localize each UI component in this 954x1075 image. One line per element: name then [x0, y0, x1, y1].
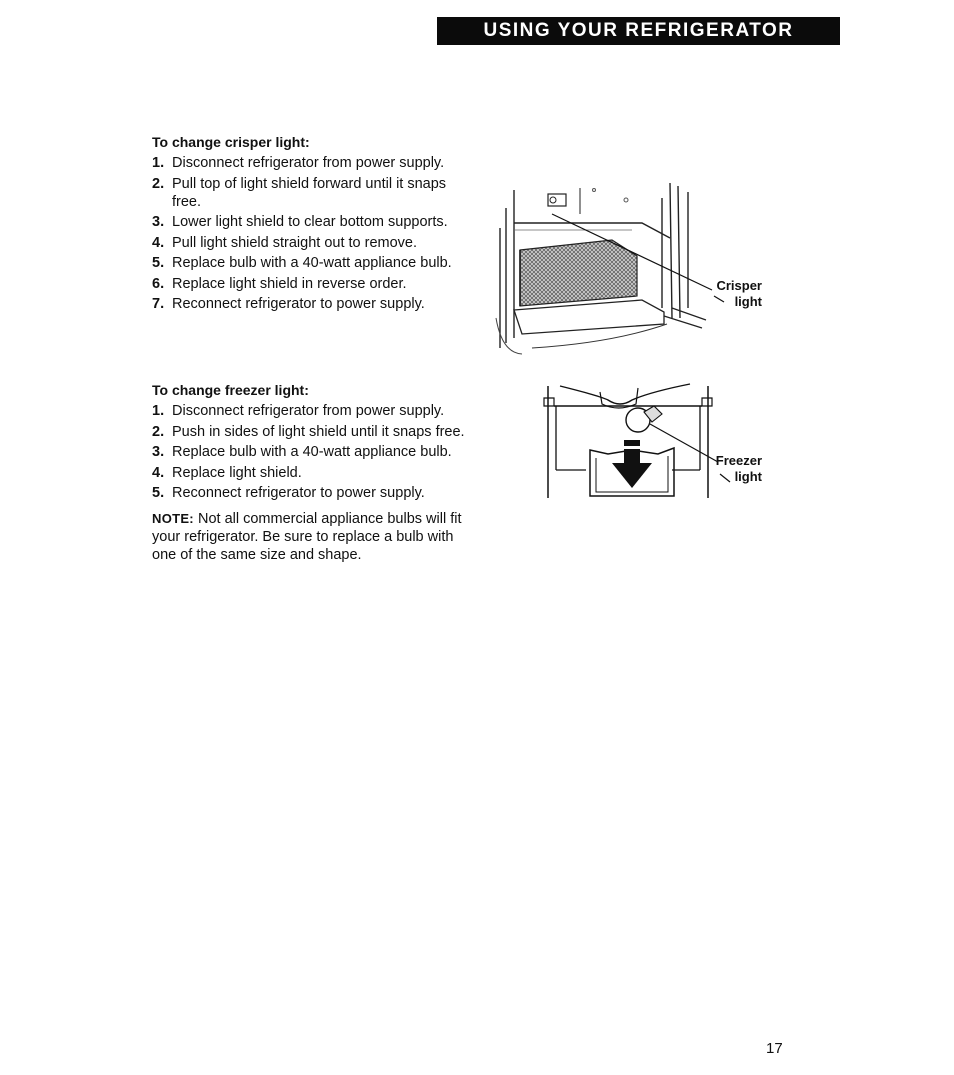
freezer-steps — [152, 402, 472, 502]
step-text: Replace light shield in reverse order. — [172, 275, 407, 292]
freezer-light-figure — [540, 378, 772, 503]
step-text: Lower light shield to clear bottom supports. — [172, 214, 448, 230]
step-number: 1. — [152, 403, 165, 419]
step-number: 4. — [152, 464, 165, 481]
step-number: 3. — [152, 444, 165, 460]
list-item — [152, 402, 472, 420]
step-text: Disconnect refrigerator from power supply. — [172, 155, 445, 171]
freezer-section — [152, 381, 472, 564]
step-number: 2. — [152, 423, 165, 440]
step-text: Reconnect refrigerator to power supply. — [172, 485, 425, 501]
note-label: NOTE: — [152, 511, 194, 526]
step-text: Reconnect refrigerator to power supply. — [172, 296, 425, 312]
step-number: 2. — [152, 175, 165, 192]
step-number: 7. — [152, 296, 165, 312]
crisper-label-line2: light — [734, 294, 762, 309]
step-text: Replace bulb with a 40-watt appliance bulb. — [172, 255, 452, 271]
list-item — [152, 254, 472, 272]
step-number: 3. — [152, 214, 165, 230]
section-header — [437, 17, 840, 45]
crisper-light-figure — [492, 178, 772, 360]
list-item — [152, 275, 472, 293]
step-number: 5. — [152, 255, 165, 271]
list-item — [152, 175, 472, 211]
page-number: 17 — [766, 1040, 783, 1057]
list-item — [152, 295, 472, 313]
section-header-title: USING YOUR REFRIGERATOR — [483, 20, 794, 41]
step-number: 6. — [152, 275, 165, 292]
crisper-label-line1: Crisper — [716, 278, 762, 293]
freezer-title: To change freezer light: — [152, 382, 309, 398]
crisper-section — [152, 133, 472, 316]
list-item — [152, 423, 472, 441]
step-text: Disconnect refrigerator from power supply. — [172, 403, 445, 419]
step-text: Replace bulb with a 40-watt appliance bulb. — [172, 444, 452, 460]
freezer-label-line2: light — [734, 469, 762, 484]
step-text: Push in sides of light shield until it snaps free. — [172, 423, 465, 440]
list-item — [152, 213, 472, 231]
crisper-title: To change crisper light: — [152, 134, 310, 150]
freezer-label-line1: Freezer — [715, 453, 762, 468]
note — [152, 510, 462, 564]
list-item — [152, 443, 472, 461]
list-item — [152, 234, 472, 252]
crisper-steps — [152, 154, 472, 313]
step-text: Pull top of light shield forward until it snaps free. — [172, 175, 447, 210]
step-number: 5. — [152, 485, 165, 501]
crisper-illustration — [492, 178, 772, 360]
list-item — [152, 484, 472, 502]
step-number: 1. — [152, 155, 165, 171]
step-text: Pull light shield straight out to remove. — [172, 234, 418, 251]
list-item — [152, 464, 472, 482]
step-text: Replace light shield. — [172, 464, 302, 481]
step-number: 4. — [152, 234, 165, 251]
list-item — [152, 154, 472, 172]
freezer-light-label — [708, 453, 762, 485]
note-text: Not all commercial appliance bulbs will fit your refrigerator. Be sure to replace a bulb with one of the same size and shape. — [152, 511, 462, 563]
crisper-light-label — [710, 278, 762, 310]
